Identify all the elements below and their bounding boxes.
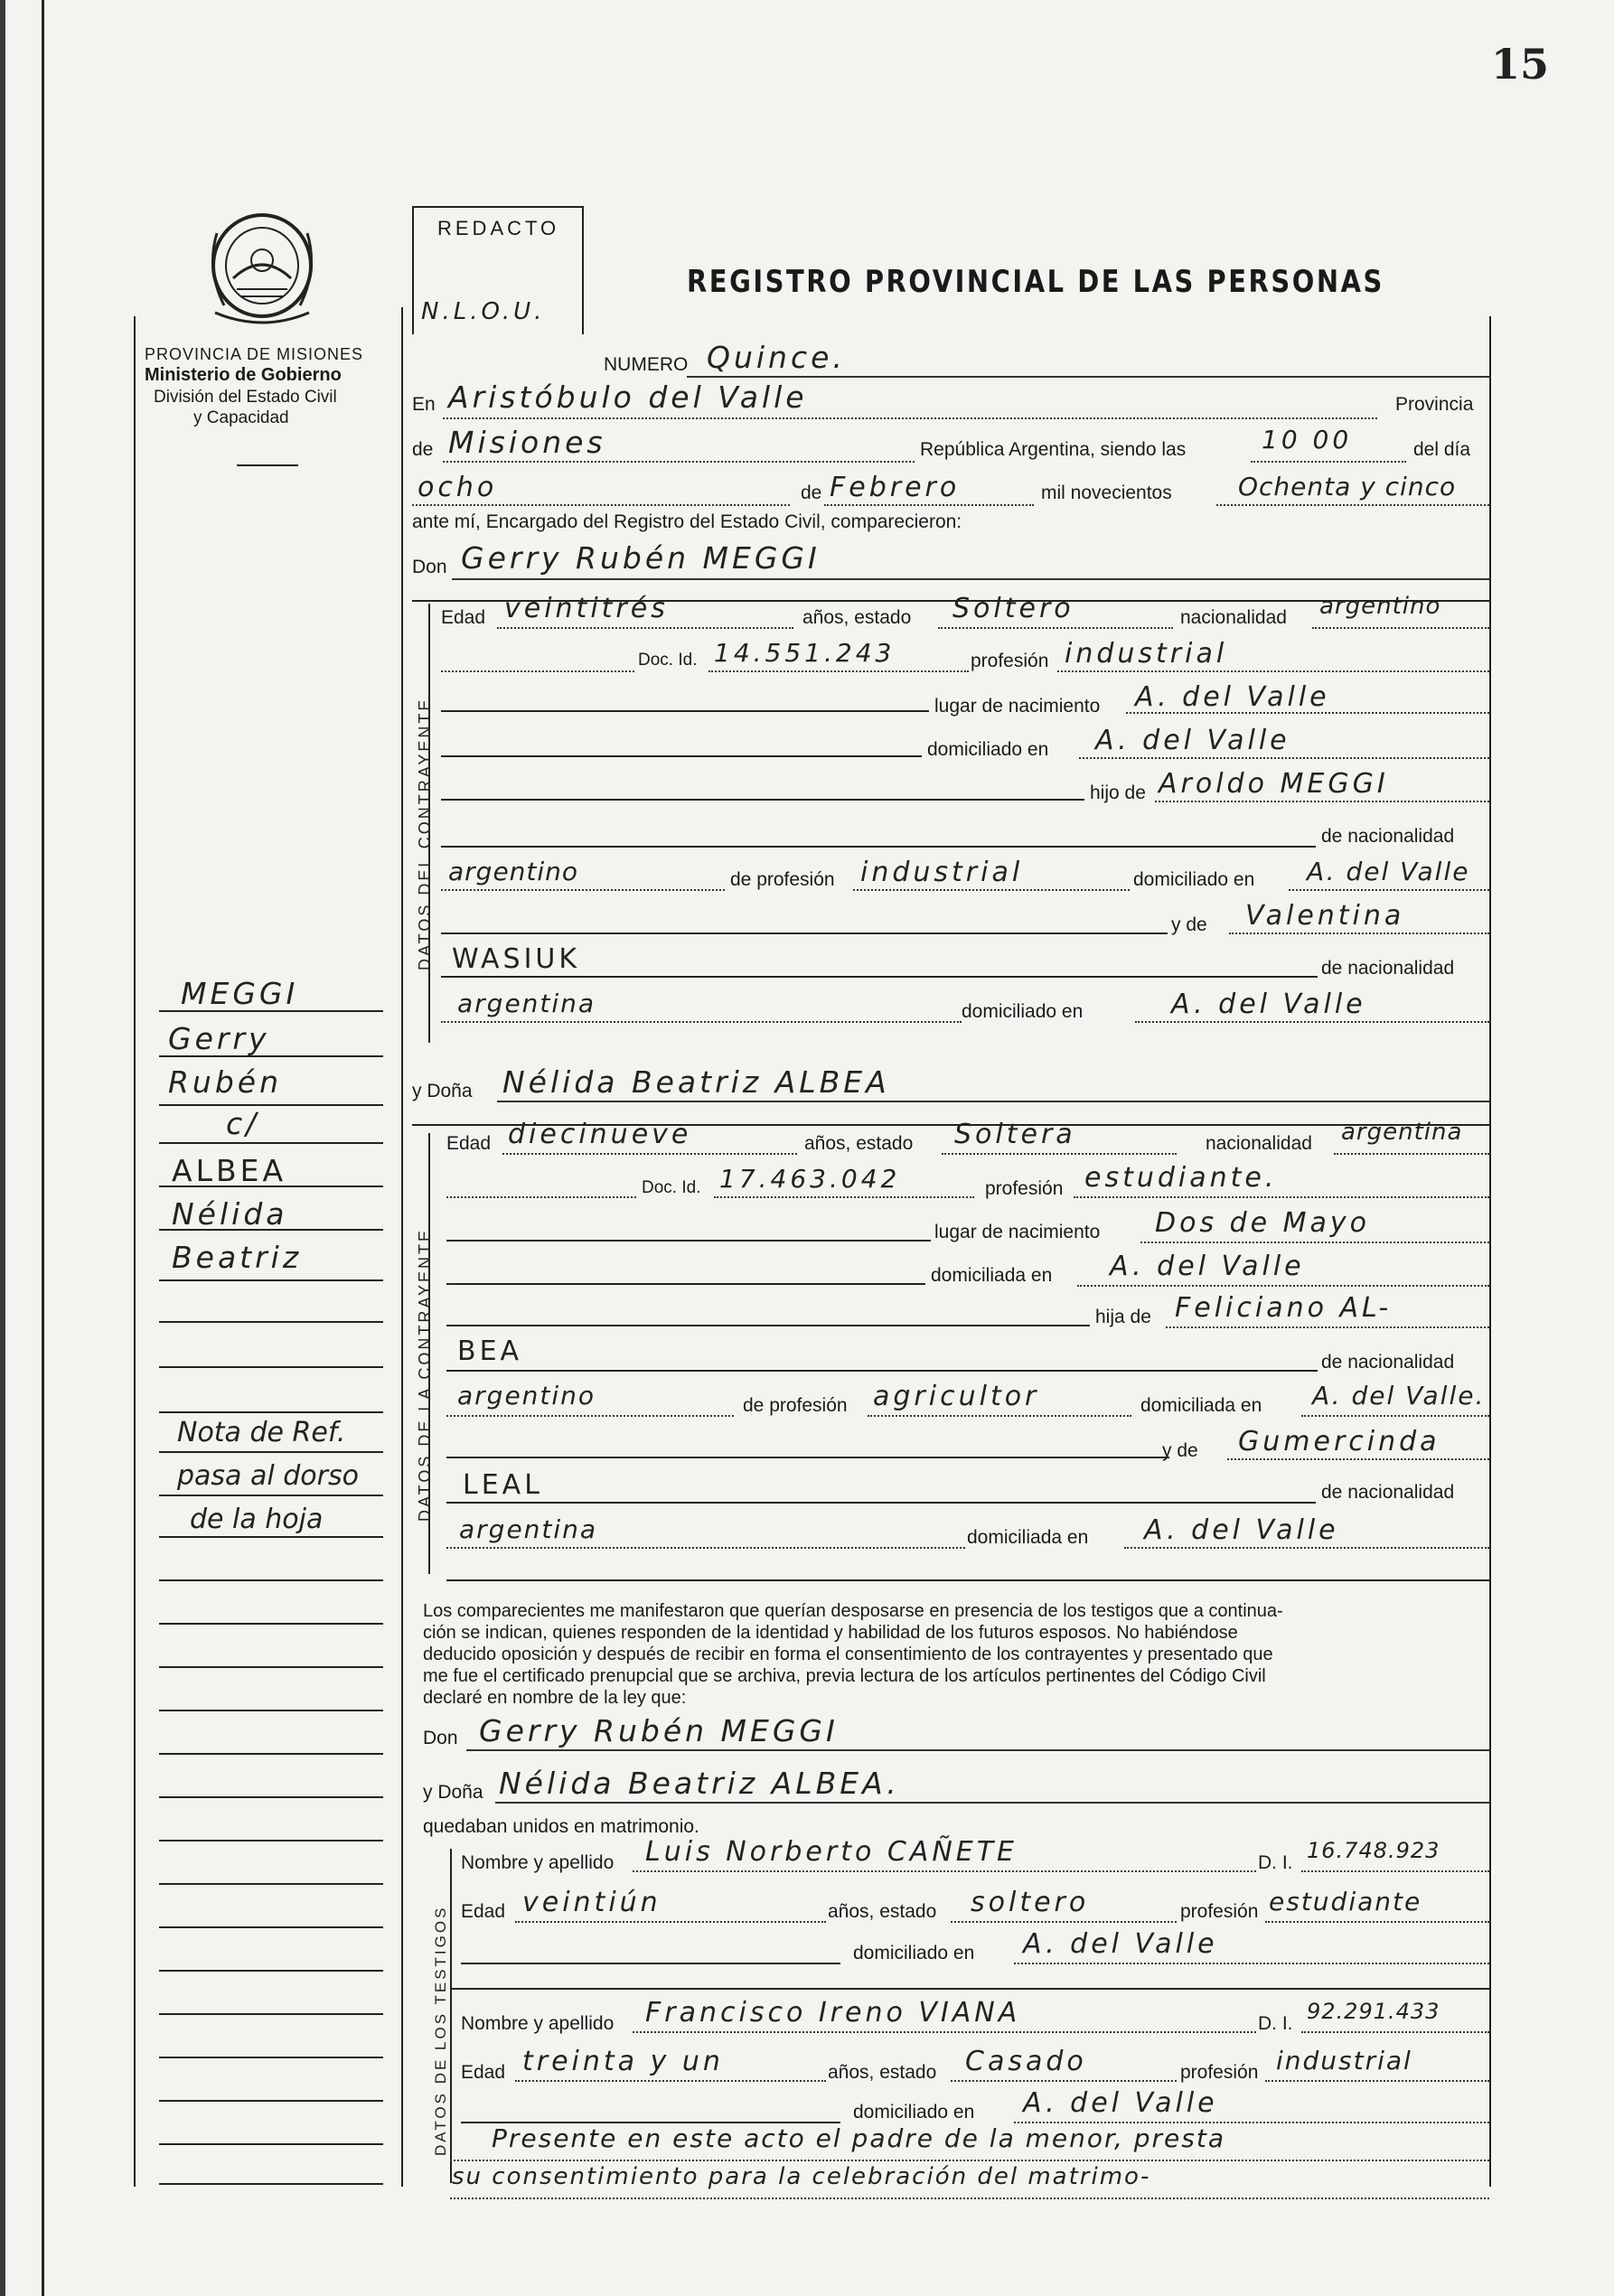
groom-hijo-pre-line <box>441 799 1084 801</box>
groom-mother-nac-line <box>441 1021 962 1023</box>
groom-mother-surname: WASIUK <box>452 943 581 975</box>
de2-label: de <box>801 483 822 503</box>
bride-father-prof: agricultor <box>873 1381 1040 1412</box>
testigos-divider <box>450 1988 1489 1990</box>
bride-father-prof-line <box>868 1415 1131 1417</box>
margin-line <box>159 1926 383 1928</box>
page-number: 15 <box>1491 40 1550 89</box>
groom-mother-line <box>1229 932 1489 934</box>
en-line <box>443 417 1377 419</box>
declaration-line-4: me fue el certificado prenupcial que se archiva, previa lectura de los artículos pertinentes del Código Civil <box>423 1666 1266 1686</box>
t1-nombre-line <box>633 1870 1256 1872</box>
bride-doc: 17.463.042 <box>719 1164 901 1194</box>
t1-edad-label: Edad <box>461 1901 506 1922</box>
bride-doc-line <box>714 1196 974 1198</box>
margin-surname-bride: ALBEA <box>172 1153 287 1188</box>
bride-mother-nac: argentina <box>459 1514 598 1544</box>
decl-bride-name: Nélida Beatriz ALBEA. <box>499 1766 900 1801</box>
mes-line <box>824 504 1034 506</box>
contrayenta-section-label: DATOS DE LA CONTRAYENTE <box>416 1227 434 1522</box>
margin-line <box>159 1883 383 1885</box>
t1-di-label: D. I. <box>1258 1852 1293 1873</box>
margin-note-line2: pasa al dorso <box>177 1460 359 1492</box>
t1-dom-pre-line <box>461 1963 840 1964</box>
bride-lugar-line <box>1140 1242 1489 1243</box>
declaration-line-1: Los comparecientes me manifestaron que querían desposarse en presencia de los testigos que a continua- <box>423 1601 1283 1621</box>
t2-edad-line <box>515 2080 826 2082</box>
document-title: REGISTRO PROVINCIAL DE LAS PERSONAS <box>687 264 1384 300</box>
closing-line-2: su consentimiento para la celebración del matrimo- <box>452 2163 1151 2190</box>
groom-hijo-label: hijo de <box>1090 783 1146 803</box>
bride-nac: argentina <box>1341 1119 1463 1146</box>
groom-lugar-label: lugar de nacimiento <box>934 696 1101 717</box>
t1-nombre-label: Nombre y apellido <box>461 1852 615 1873</box>
stamp-code: N.L.O.U. <box>421 298 546 325</box>
margin-name-bride-1: Nélida <box>172 1196 288 1232</box>
bride-doc-pre-line <box>446 1196 636 1198</box>
bride-dom-label: domiciliada en <box>931 1265 1053 1286</box>
t2-di-line <box>1301 2031 1489 2033</box>
bride-lugar-pre-line <box>446 1240 931 1242</box>
t1-prof-label: profesión <box>1180 1901 1259 1922</box>
t2-di: 92.291.433 <box>1307 1999 1440 2024</box>
anio-line <box>1216 504 1489 506</box>
t1-di-line <box>1301 1870 1489 1872</box>
testigos-section-label: DATOS DE LOS TESTIGOS <box>432 1905 449 2156</box>
margin-line <box>159 1840 383 1841</box>
contrayente-section-label: DATOS DEL CONTRAYENTE <box>416 697 434 970</box>
sidebar-info-division: División del Estado Civil <box>154 388 337 407</box>
t1-edad: veintiún <box>522 1887 662 1918</box>
groom-anios-label: años, estado <box>802 607 912 628</box>
groom-edad-label: Edad <box>441 607 486 628</box>
sidebar-info-capacity: y Capacidad <box>193 408 289 427</box>
bride-edad: diecinueve <box>508 1119 692 1150</box>
t2-estado-line <box>951 2080 1177 2082</box>
groom-mother-dom: A. del Valle <box>1171 989 1366 1020</box>
decl-groom-line <box>466 1749 1489 1751</box>
groom-dom-label: domiciliado en <box>927 739 1049 760</box>
margin-line <box>159 1366 383 1368</box>
closing-line-1-rule <box>450 2160 1489 2161</box>
page-left-border <box>42 0 44 2296</box>
groom-father-dom-line <box>1289 889 1489 891</box>
dona-label: y Doña <box>412 1081 473 1101</box>
groom-lugar-pre-line <box>441 710 929 712</box>
margin-line <box>159 2013 383 2015</box>
groom-estado-line <box>938 627 1173 629</box>
margin-line <box>159 2183 383 2185</box>
sidebar-info-ministry: Ministerio de Gobierno <box>145 365 342 385</box>
t2-edad-label: Edad <box>461 2062 506 2083</box>
groom-dom: A. del Valle <box>1095 725 1290 756</box>
bride-hija-pre-line <box>446 1325 1090 1326</box>
bride-estado: Soltera <box>954 1119 1076 1150</box>
margin-line <box>159 1279 383 1281</box>
bride-father-surname: BEA <box>457 1335 523 1367</box>
margin-con: c/ <box>226 1106 260 1141</box>
en-value: Aristóbulo del Valle <box>448 380 808 415</box>
groom-father-prof-label: de profesión <box>730 869 835 890</box>
t1-prof: estudiante <box>1269 1887 1422 1916</box>
groom-lugar: A. del Valle <box>1135 681 1330 713</box>
anio-value: Ochenta y cinco <box>1238 472 1457 501</box>
stamp-title: REDACTO <box>437 217 560 239</box>
groom-mother-nac-label: de nacionalidad <box>1321 958 1455 979</box>
groom-father-dom: A. del Valle <box>1307 857 1470 886</box>
t1-dom: A. del Valle <box>1023 1928 1218 1960</box>
groom-y-de-label: y de <box>1171 914 1207 935</box>
bride-father: Feliciano AL- <box>1175 1292 1393 1324</box>
groom-father-line <box>1155 801 1489 802</box>
groom-prof-line <box>1057 670 1489 672</box>
margin-surname-groom: MEGGI <box>181 976 299 1011</box>
en-label: En <box>412 394 436 415</box>
groom-mother-dom-label: domiciliado en <box>962 1001 1084 1022</box>
groom-mother: Valentina <box>1245 900 1405 932</box>
bride-prof-label: profesión <box>985 1178 1064 1199</box>
t2-nombre-label: Nombre y apellido <box>461 2013 615 2034</box>
de-label: de <box>412 439 434 460</box>
margin-line <box>159 1753 383 1755</box>
groom-mother-surname-line <box>441 976 1318 978</box>
bride-name-line <box>497 1101 1489 1102</box>
decl-bride-line <box>495 1802 1489 1804</box>
bride-hija-label: hija de <box>1095 1307 1151 1327</box>
t1-prof-line <box>1265 1921 1489 1923</box>
groom-prof: industrial <box>1065 638 1228 670</box>
groom-prof-label: profesión <box>971 651 1049 671</box>
groom-doc: 14.551.243 <box>714 638 896 668</box>
margin-line <box>159 1104 383 1106</box>
margin-line <box>159 1666 383 1668</box>
bride-father-line <box>1166 1326 1489 1328</box>
margin-name-groom-1: Gerry <box>168 1021 270 1056</box>
margin-line <box>159 1142 383 1144</box>
bride-mother-nac-line <box>446 1547 965 1549</box>
groom-dom-line <box>1079 757 1489 759</box>
dia-value: ocho <box>418 472 498 503</box>
t1-dom-line <box>1014 1963 1489 1964</box>
t1-di: 16.748.923 <box>1307 1838 1440 1863</box>
t2-dom: A. del Valle <box>1023 2087 1218 2119</box>
margin-line <box>159 1495 383 1496</box>
bride-name: Nélida Beatriz ALBEA <box>502 1064 890 1100</box>
bride-mother-nac-label: de nacionalidad <box>1321 1482 1455 1503</box>
t2-estado: Casado <box>965 2046 1087 2077</box>
bride-father-dom-label: domiciliada en <box>1140 1395 1262 1416</box>
bride-father-nac-line <box>446 1415 734 1417</box>
bride-nac-line <box>1334 1153 1489 1155</box>
binding-edge <box>0 0 5 2296</box>
bride-mother-line <box>1227 1458 1489 1460</box>
don-label: Don <box>412 557 447 577</box>
bride-mother-dom-line <box>1124 1547 1489 1549</box>
margin-note-line1: Nota de Ref. <box>177 1417 346 1448</box>
bride-father-dom-line <box>1301 1415 1489 1417</box>
margin-line <box>159 1710 383 1711</box>
t1-edad-line <box>515 1921 826 1923</box>
bride-mother-pre-line <box>446 1457 1169 1458</box>
numero-value: Quince. <box>707 340 846 375</box>
t2-prof-line <box>1265 2080 1489 2082</box>
margin-line <box>159 2143 383 2145</box>
margin-name-groom-2: Rubén <box>168 1064 283 1100</box>
margin-line <box>159 1970 383 1972</box>
margin-note-line3: de la hoja <box>190 1504 324 1535</box>
margin-line <box>159 1411 383 1413</box>
ante-mi-text: ante mí, Encargado del Registro del Estado Civil, comparecieron: <box>412 511 962 532</box>
groom-name-line <box>452 578 1489 580</box>
provincia-label: Provincia <box>1395 394 1474 415</box>
groom-father-nac-line <box>441 889 725 891</box>
redacto-stamp <box>412 206 584 334</box>
groom-father-nac-pre-line <box>441 846 1316 848</box>
bride-doc-label: Doc. Id. <box>642 1178 701 1197</box>
t2-di-label: D. I. <box>1258 2013 1293 2034</box>
bride-edad-line <box>502 1153 797 1155</box>
groom-nac-label: nacionalidad <box>1180 607 1287 628</box>
decl-don-label: Don <box>423 1728 458 1748</box>
dia-line <box>412 504 790 506</box>
bride-dom: A. del Valle <box>1110 1251 1305 1282</box>
groom-doc-line <box>708 670 969 672</box>
margin-line <box>159 1623 383 1625</box>
bride-section-end-line <box>446 1579 1489 1581</box>
bride-dom-pre-line <box>446 1283 925 1285</box>
t2-nombre-line <box>633 2031 1256 2033</box>
hora-line <box>1251 461 1406 463</box>
groom-father-prof: industrial <box>860 857 1024 888</box>
groom-estado: Soltero <box>952 593 1074 624</box>
t2-nombre: Francisco Ireno VIANA <box>645 1997 1021 2029</box>
republica-label: República Argentina, siendo las <box>920 439 1187 460</box>
closing-line-2-rule <box>450 2198 1489 2199</box>
groom-nac-line <box>1312 627 1489 629</box>
bride-estado-line <box>942 1153 1177 1155</box>
margin-line <box>159 1451 383 1453</box>
margin-name-bride-2: Beatriz <box>172 1240 303 1275</box>
mes-value: Febrero <box>830 472 961 503</box>
t2-edad: treinta y un <box>522 2046 724 2077</box>
margin-line <box>159 1796 383 1798</box>
groom-mother-dom-line <box>1135 1021 1489 1023</box>
margin-line <box>159 1579 383 1581</box>
sidebar-info-province: PROVINCIA DE MISIONES <box>145 345 364 363</box>
left-column-border <box>134 316 136 2187</box>
t1-nombre: Luis Norberto CAÑETE <box>645 1836 1018 1868</box>
bride-father-prof-label: de profesión <box>743 1395 848 1416</box>
de-value: Misiones <box>448 425 606 460</box>
margin-line <box>159 1321 383 1323</box>
bride-dom-line <box>1077 1285 1489 1287</box>
t2-prof: industrial <box>1276 2046 1412 2076</box>
groom-father-dom-label: domiciliado en <box>1133 869 1255 890</box>
groom-nac: argentino <box>1319 593 1441 620</box>
bride-mother-dom-label: domiciliada en <box>967 1527 1089 1548</box>
right-column-border <box>1489 316 1491 2187</box>
groom-dom-pre-line <box>441 755 922 757</box>
sidebar-info-divider <box>237 464 298 466</box>
numero-line <box>687 376 1489 378</box>
bride-anios-label: años, estado <box>804 1133 914 1154</box>
groom-father-nac: argentino <box>448 857 579 886</box>
bride-prof: estudiante. <box>1084 1162 1278 1194</box>
province-seal <box>197 206 327 333</box>
declaration-line-2: ción se indican, quienes responden de la identidad y habilidad de los futuros esposos. No habiéndose <box>423 1623 1238 1643</box>
testigos-section-border <box>450 1849 452 2183</box>
groom-doc-pre-line <box>441 670 634 672</box>
seal-emblem-icon <box>197 206 327 333</box>
bride-prof-line <box>1074 1196 1489 1198</box>
main-column-border <box>401 307 403 2187</box>
t2-anios-label: años, estado <box>828 2062 937 2083</box>
decl-unidos: quedaban unidos en matrimonio. <box>423 1816 699 1837</box>
t1-estado-line <box>951 1921 1177 1923</box>
t2-dom-label: domiciliado en <box>853 2102 975 2123</box>
groom-edad: veintitrés <box>504 593 669 624</box>
groom-doc-label: Doc. Id. <box>638 651 698 670</box>
bride-mother-dom: A. del Valle <box>1144 1514 1339 1546</box>
bride-mother: Gumercinda <box>1238 1426 1440 1457</box>
decl-groom-name: Gerry Rubén MEGGI <box>479 1713 839 1748</box>
groom-mother-nac: argentina <box>457 989 596 1018</box>
bride-mother-surname: LEAL <box>463 1469 543 1501</box>
bride-mother-surname-line <box>446 1502 1316 1504</box>
t2-prof-label: profesión <box>1180 2062 1259 2083</box>
bride-father-nac-label: de nacionalidad <box>1321 1352 1455 1373</box>
margin-line <box>159 2057 383 2058</box>
groom-lugar-line <box>1126 712 1489 714</box>
groom-father: Aroldo MEGGI <box>1159 768 1389 800</box>
bride-y-de-label: y de <box>1162 1440 1198 1461</box>
del-dia-label: del día <box>1413 439 1471 460</box>
closing-line-1: Presente en este acto el padre de la menor, presta <box>492 2123 1225 2153</box>
groom-father-prof-line <box>853 889 1130 891</box>
mil-label: mil novecientos <box>1041 483 1172 503</box>
bride-father-nac: argentino <box>457 1381 596 1410</box>
bride-nac-label: nacionalidad <box>1206 1133 1312 1154</box>
bride-lugar-label: lugar de nacimiento <box>934 1222 1101 1242</box>
margin-line <box>159 1536 383 1538</box>
groom-mother-pre-line <box>441 932 1168 934</box>
groom-name: Gerry Rubén MEGGI <box>461 540 821 576</box>
decl-dona-label: y Doña <box>423 1782 483 1803</box>
bride-father-surname-line <box>446 1370 1318 1372</box>
bride-edad-label: Edad <box>446 1133 492 1154</box>
t1-dom-label: domiciliado en <box>853 1943 975 1963</box>
numero-label: NUMERO <box>604 354 689 375</box>
margin-line <box>159 2100 383 2102</box>
groom-edad-line <box>497 627 793 629</box>
hora-value: 10 00 <box>1262 425 1353 455</box>
declaration-line-5: declaré en nombre de la ley que: <box>423 1688 687 1708</box>
bride-lugar: Dos de Mayo <box>1155 1207 1371 1239</box>
declaration-line-3: deducido oposición y después de recibir en forma el consentimiento de los contrayentes y presentado que <box>423 1645 1273 1664</box>
t1-anios-label: años, estado <box>828 1901 937 1922</box>
bride-father-dom: A. del Valle. <box>1312 1381 1486 1410</box>
t1-estado: soltero <box>971 1887 1090 1918</box>
groom-father-nac-label: de nacionalidad <box>1321 826 1455 847</box>
de-line <box>443 461 915 463</box>
